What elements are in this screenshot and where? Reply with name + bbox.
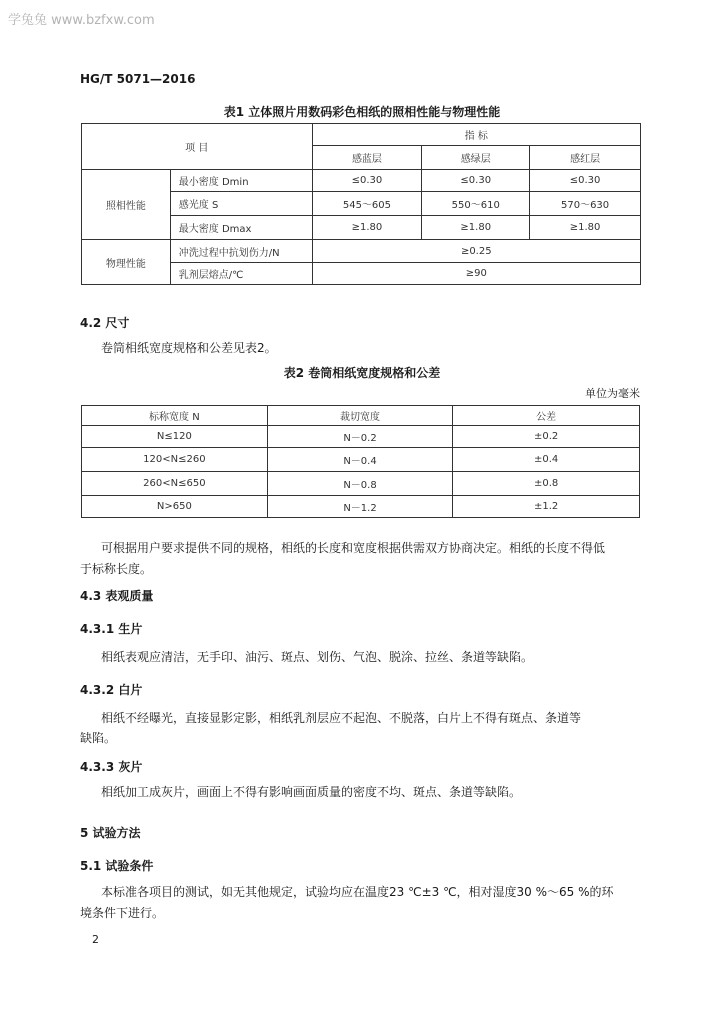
section-4-3-3-text: 相纸加工成灰片，画面上不得有影响画面质量的密度不均、斑点、条道等缺陷。 bbox=[101, 785, 522, 799]
paragraph-line: 相纸不经曝光，直接显影定影，相纸乳剂层应不起泡、不脱落，白片上不得有斑点、条道等 bbox=[101, 711, 582, 725]
table1-row-label: 最大密度 Dmax bbox=[170, 216, 312, 240]
table2-cell: N－0.2 bbox=[267, 426, 453, 448]
table2-cell: 120<N≤260 bbox=[82, 448, 268, 472]
table2-cell: ±1.2 bbox=[453, 496, 640, 518]
section-5-title: 5 试验方法 bbox=[80, 826, 141, 840]
table1-row-label: 最小密度 Dmin bbox=[170, 170, 312, 192]
table1-row-label: 乳剂层熔点/℃ bbox=[170, 263, 312, 285]
table1-layer: 感红层 bbox=[530, 146, 641, 170]
table2-cell: N－0.4 bbox=[267, 448, 453, 472]
section-4-3-1-title: 4.3.1 生片 bbox=[80, 622, 143, 636]
table2-cell: 260<N≤650 bbox=[82, 472, 268, 496]
table2-header: 标称宽度 N bbox=[82, 406, 268, 426]
table1-cell: ≥1.80 bbox=[530, 216, 641, 240]
paragraph-line: 缺陷。 bbox=[80, 731, 117, 745]
section-4-2-text: 卷筒相纸宽度规格和公差见表2。 bbox=[101, 341, 277, 355]
table2 bbox=[81, 405, 640, 518]
table1-header-item: 项 目 bbox=[82, 124, 313, 170]
section-4-3-title: 4.3 表观质量 bbox=[80, 589, 154, 603]
table1-layer: 感蓝层 bbox=[312, 146, 422, 170]
table1-cell: 550～610 bbox=[422, 192, 530, 216]
table2-cell: N>650 bbox=[82, 496, 268, 518]
paragraph-line: 于标称长度。 bbox=[80, 562, 153, 576]
table2-cell: N－1.2 bbox=[267, 496, 453, 518]
table2-caption: 表2 卷筒相纸宽度规格和公差 bbox=[283, 366, 441, 380]
table1-group-photo: 照相性能 bbox=[82, 170, 171, 240]
page-number: 2 bbox=[92, 933, 99, 946]
table1-cell: ≥1.80 bbox=[312, 216, 422, 240]
section-4-3-1-text: 相纸表观应清洁，无手印、油污、斑点、划伤、气泡、脱涂、拉丝、条道等缺陷。 bbox=[101, 650, 534, 664]
table1-cell: ≥90 bbox=[312, 263, 640, 285]
paragraph-line: 可根据用户要求提供不同的规格，相纸的长度和宽度根据供需双方协商决定。相纸的长度不得低 bbox=[101, 541, 606, 555]
section-4-2-title: 4.2 尺寸 bbox=[80, 316, 130, 330]
table1-row-label: 冲洗过程中抗划伤力/N bbox=[170, 240, 312, 263]
table1-row-label: 感光度 S bbox=[170, 192, 312, 216]
table2-cell: ±0.2 bbox=[453, 426, 640, 448]
table1-cell: ≥1.80 bbox=[422, 216, 530, 240]
paragraph-line: 本标准各项目的测试，如无其他规定，试验均应在温度23 ℃±3 ℃，相对湿度30 %～65 %的环 bbox=[101, 885, 614, 899]
table2-unit: 单位为毫米 bbox=[585, 387, 640, 400]
table1 bbox=[81, 123, 641, 285]
table1-cell: 545～605 bbox=[312, 192, 422, 216]
table1-group-physical: 物理性能 bbox=[82, 240, 171, 285]
table2-cell: N－0.8 bbox=[267, 472, 453, 496]
table1-cell: ≤0.30 bbox=[530, 170, 641, 192]
table1-cell: ≤0.30 bbox=[312, 170, 422, 192]
table1-caption: 表1 立体照片用数码彩色相纸的照相性能与物理性能 bbox=[223, 105, 501, 119]
section-5-1-title: 5.1 试验条件 bbox=[80, 859, 154, 873]
table1-cell: 570～630 bbox=[530, 192, 641, 216]
standard-number: HG/T 5071—2016 bbox=[80, 72, 196, 86]
watermark: 学兔兔 www.bzfxw.com bbox=[8, 13, 155, 28]
table2-cell: ±0.8 bbox=[453, 472, 640, 496]
table2-header: 公差 bbox=[453, 406, 640, 426]
table1-cell: ≤0.30 bbox=[422, 170, 530, 192]
section-4-3-2-title: 4.3.2 白片 bbox=[80, 683, 143, 697]
table1-cell: ≥0.25 bbox=[312, 240, 640, 263]
table2-cell: ±0.4 bbox=[453, 448, 640, 472]
paragraph-line: 境条件下进行。 bbox=[80, 906, 165, 920]
table1-header-index: 指 标 bbox=[312, 124, 640, 146]
section-4-3-3-title: 4.3.3 灰片 bbox=[80, 760, 143, 774]
table1-layer: 感绿层 bbox=[422, 146, 530, 170]
table2-header: 裁切宽度 bbox=[267, 406, 453, 426]
table2-cell: N≤120 bbox=[82, 426, 268, 448]
